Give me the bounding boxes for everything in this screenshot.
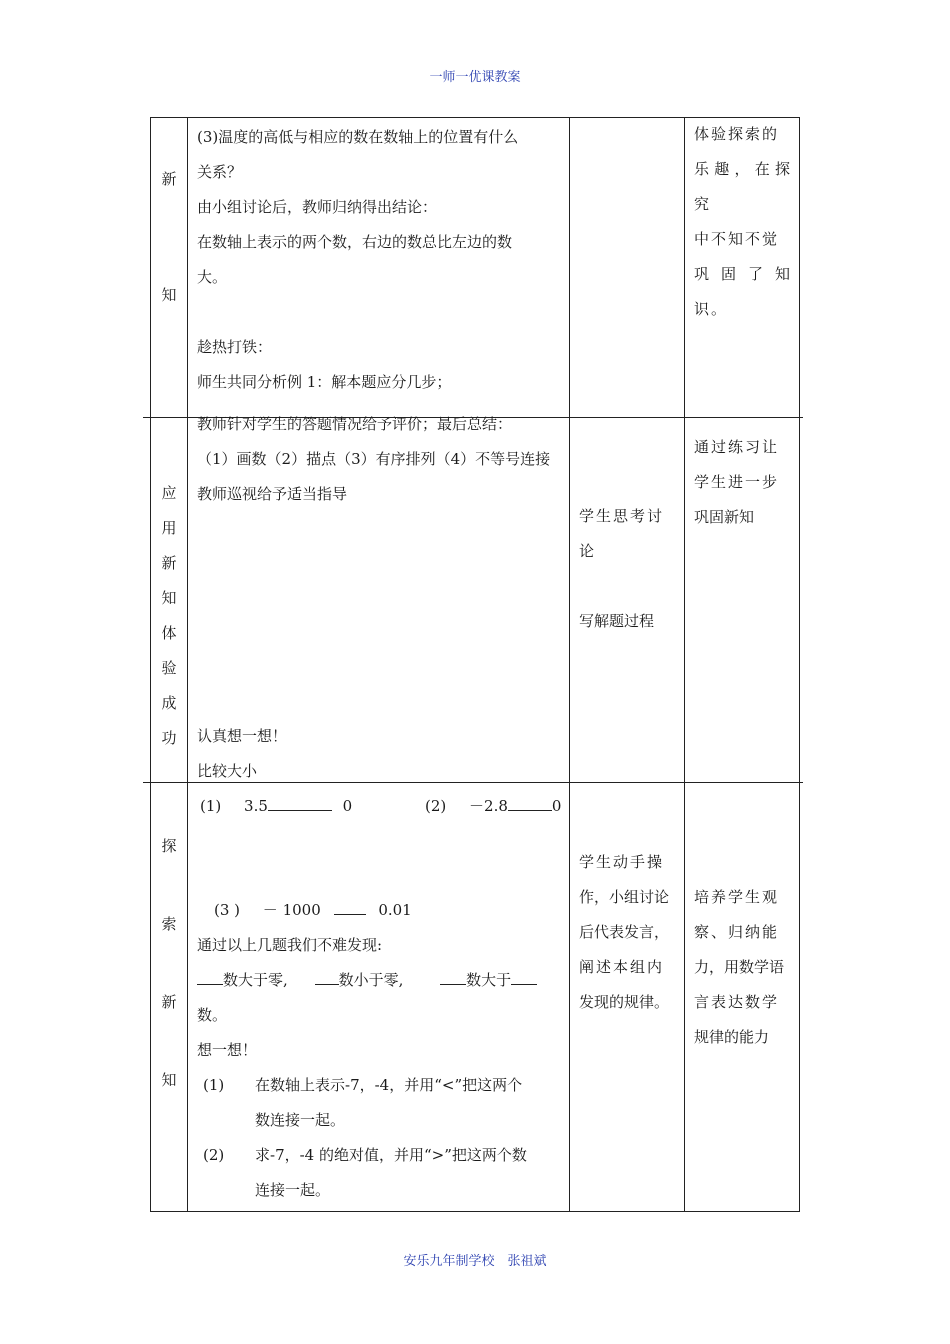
table-border-right xyxy=(799,117,800,1212)
text-line: 发现的规律。 xyxy=(579,993,670,1011)
text-line: 想一想！ xyxy=(197,1041,258,1059)
row1-label-char: 知 xyxy=(161,286,177,304)
text-line: 巩固新知 xyxy=(694,508,755,526)
text-line: 由小组讨论后，教师归纳得出结论： xyxy=(197,198,438,216)
text-line: 阐述本组内 xyxy=(579,958,665,976)
row2-label-char: 成 xyxy=(161,694,177,712)
row2-content-bottom xyxy=(197,719,567,789)
think-item xyxy=(197,1068,567,1138)
answer-blank xyxy=(511,970,537,985)
row2-label-char: 验 xyxy=(161,659,177,677)
row2-label-char: 新 xyxy=(161,554,177,572)
compare-question-1 xyxy=(200,789,352,824)
text-line: 在数轴上表示-7，-4，并用“<”把这两个 xyxy=(255,1076,523,1094)
text-line: 数连接一起。 xyxy=(255,1111,346,1129)
text-line: 中不知不觉 xyxy=(694,230,780,248)
row3-intent xyxy=(694,880,792,1055)
question-number: (1) xyxy=(200,797,222,815)
row2-intent xyxy=(694,430,792,535)
answer-blank xyxy=(440,970,466,985)
item-text xyxy=(255,1138,527,1208)
item-number: (2) xyxy=(203,1146,225,1164)
compare-question-2 xyxy=(425,789,561,824)
text-line: 求-7，-4 的绝对值，并用“>”把这两个数 xyxy=(255,1146,527,1164)
text-line: 学生进一步 xyxy=(694,473,780,491)
question-left: 3.5 xyxy=(244,797,268,815)
item-number: (1) xyxy=(203,1076,225,1094)
text-line xyxy=(579,569,677,604)
answer-blank xyxy=(315,970,339,985)
text-line: 师生共同分析例 1：解本题应分几步； xyxy=(197,373,452,391)
table-border-left xyxy=(150,117,151,1212)
think-item xyxy=(197,1138,567,1208)
row3-activity xyxy=(579,845,677,1020)
row3-label-char: 探 xyxy=(161,837,177,855)
compare-question-3 xyxy=(214,893,412,928)
text-line: 作，小组讨论 xyxy=(579,888,670,906)
text-line: 体验探索的 xyxy=(694,125,780,143)
text-line: 学生思考讨 xyxy=(579,507,665,525)
fill-text: 数大于零, xyxy=(223,971,288,989)
text-line: 察、归纳能 xyxy=(694,923,780,941)
question-right: 0 xyxy=(551,797,562,815)
question-left: － 1000 xyxy=(262,901,321,919)
row2-label xyxy=(159,476,179,756)
text-line: 规律的能力 xyxy=(694,1028,770,1046)
text-line: 力，用数学语 xyxy=(694,958,785,976)
answer-blank xyxy=(197,970,223,985)
question-right: 0.01 xyxy=(378,901,412,919)
text-line: 在数轴上表示的两个数，右边的数总比左边的数 xyxy=(197,233,513,251)
text-line: 写解题过程 xyxy=(579,612,655,630)
fill-line xyxy=(197,963,567,998)
table-border-bottom xyxy=(150,1211,800,1212)
row2-label-char: 体 xyxy=(161,624,177,642)
fill-text: 数小于零, xyxy=(338,971,404,989)
row2-activity xyxy=(579,499,677,639)
text-line: 培养学生观 xyxy=(694,888,780,906)
row3-content xyxy=(197,928,567,1208)
row3-label-char: 知 xyxy=(161,1071,177,1089)
item-text xyxy=(255,1068,522,1138)
text-line: 数。 xyxy=(197,1006,228,1024)
text-line: 关系？ xyxy=(197,163,243,181)
row2-content xyxy=(197,407,567,512)
text-line: 论 xyxy=(579,542,597,560)
row1-content xyxy=(197,120,567,400)
text-line: 学生动手操 xyxy=(579,853,665,871)
text-line: 比较大小 xyxy=(197,762,258,780)
row3-label-char: 新 xyxy=(161,993,177,1011)
table-divider-2 xyxy=(569,117,570,1212)
row2-label-char: 应 xyxy=(161,484,177,502)
row1-intent xyxy=(694,117,792,327)
question-right: 0 xyxy=(342,797,353,815)
answer-blank xyxy=(268,796,332,811)
text-line: 教师针对学生的答题情况给予评价；最后总结： xyxy=(197,415,513,433)
table-divider-3 xyxy=(684,117,685,1212)
text-line: 通过练习让 xyxy=(694,438,780,456)
text-line: 趁热打铁： xyxy=(197,338,273,356)
table-divider-1 xyxy=(187,117,188,1212)
question-left: －2.8 xyxy=(469,797,508,815)
page-header: 一师一优课教案 xyxy=(429,70,521,85)
text-line: 后代表发言， xyxy=(579,923,670,941)
answer-blank xyxy=(508,796,552,811)
text-line xyxy=(197,295,567,330)
text-line: 通过以上几题我们不难发现: xyxy=(197,936,383,954)
row1-label-char: 新 xyxy=(161,170,177,188)
row2-label-char: 功 xyxy=(161,729,177,747)
question-number: (3 ) xyxy=(214,901,241,919)
text-line: 言表达数学 xyxy=(694,993,780,1011)
page-footer: 安乐九年制学校 张祖斌 xyxy=(403,1254,547,1269)
answer-blank xyxy=(334,900,366,915)
text-line: (3)温度的高低与相应的数在数轴上的位置有什么 xyxy=(197,128,519,146)
text-line: 连接一起。 xyxy=(255,1181,331,1199)
text-line: 巩固了知识。 xyxy=(694,265,792,318)
row3-label-char: 索 xyxy=(161,915,177,933)
text-line: 教师巡视给予适当指导 xyxy=(197,485,348,503)
text-line: 认真想一想！ xyxy=(197,727,288,745)
row2-label-char: 用 xyxy=(161,519,177,537)
text-line: 乐趣，在探究 xyxy=(694,160,792,213)
text-line: （1）画数（2）描点（3）有序排列（4）不等号连接 xyxy=(197,450,551,468)
row2-label-char: 知 xyxy=(161,589,177,607)
text-line: 大。 xyxy=(197,268,228,286)
fill-text: 数大于 xyxy=(466,971,512,989)
question-number: (2) xyxy=(425,797,447,815)
